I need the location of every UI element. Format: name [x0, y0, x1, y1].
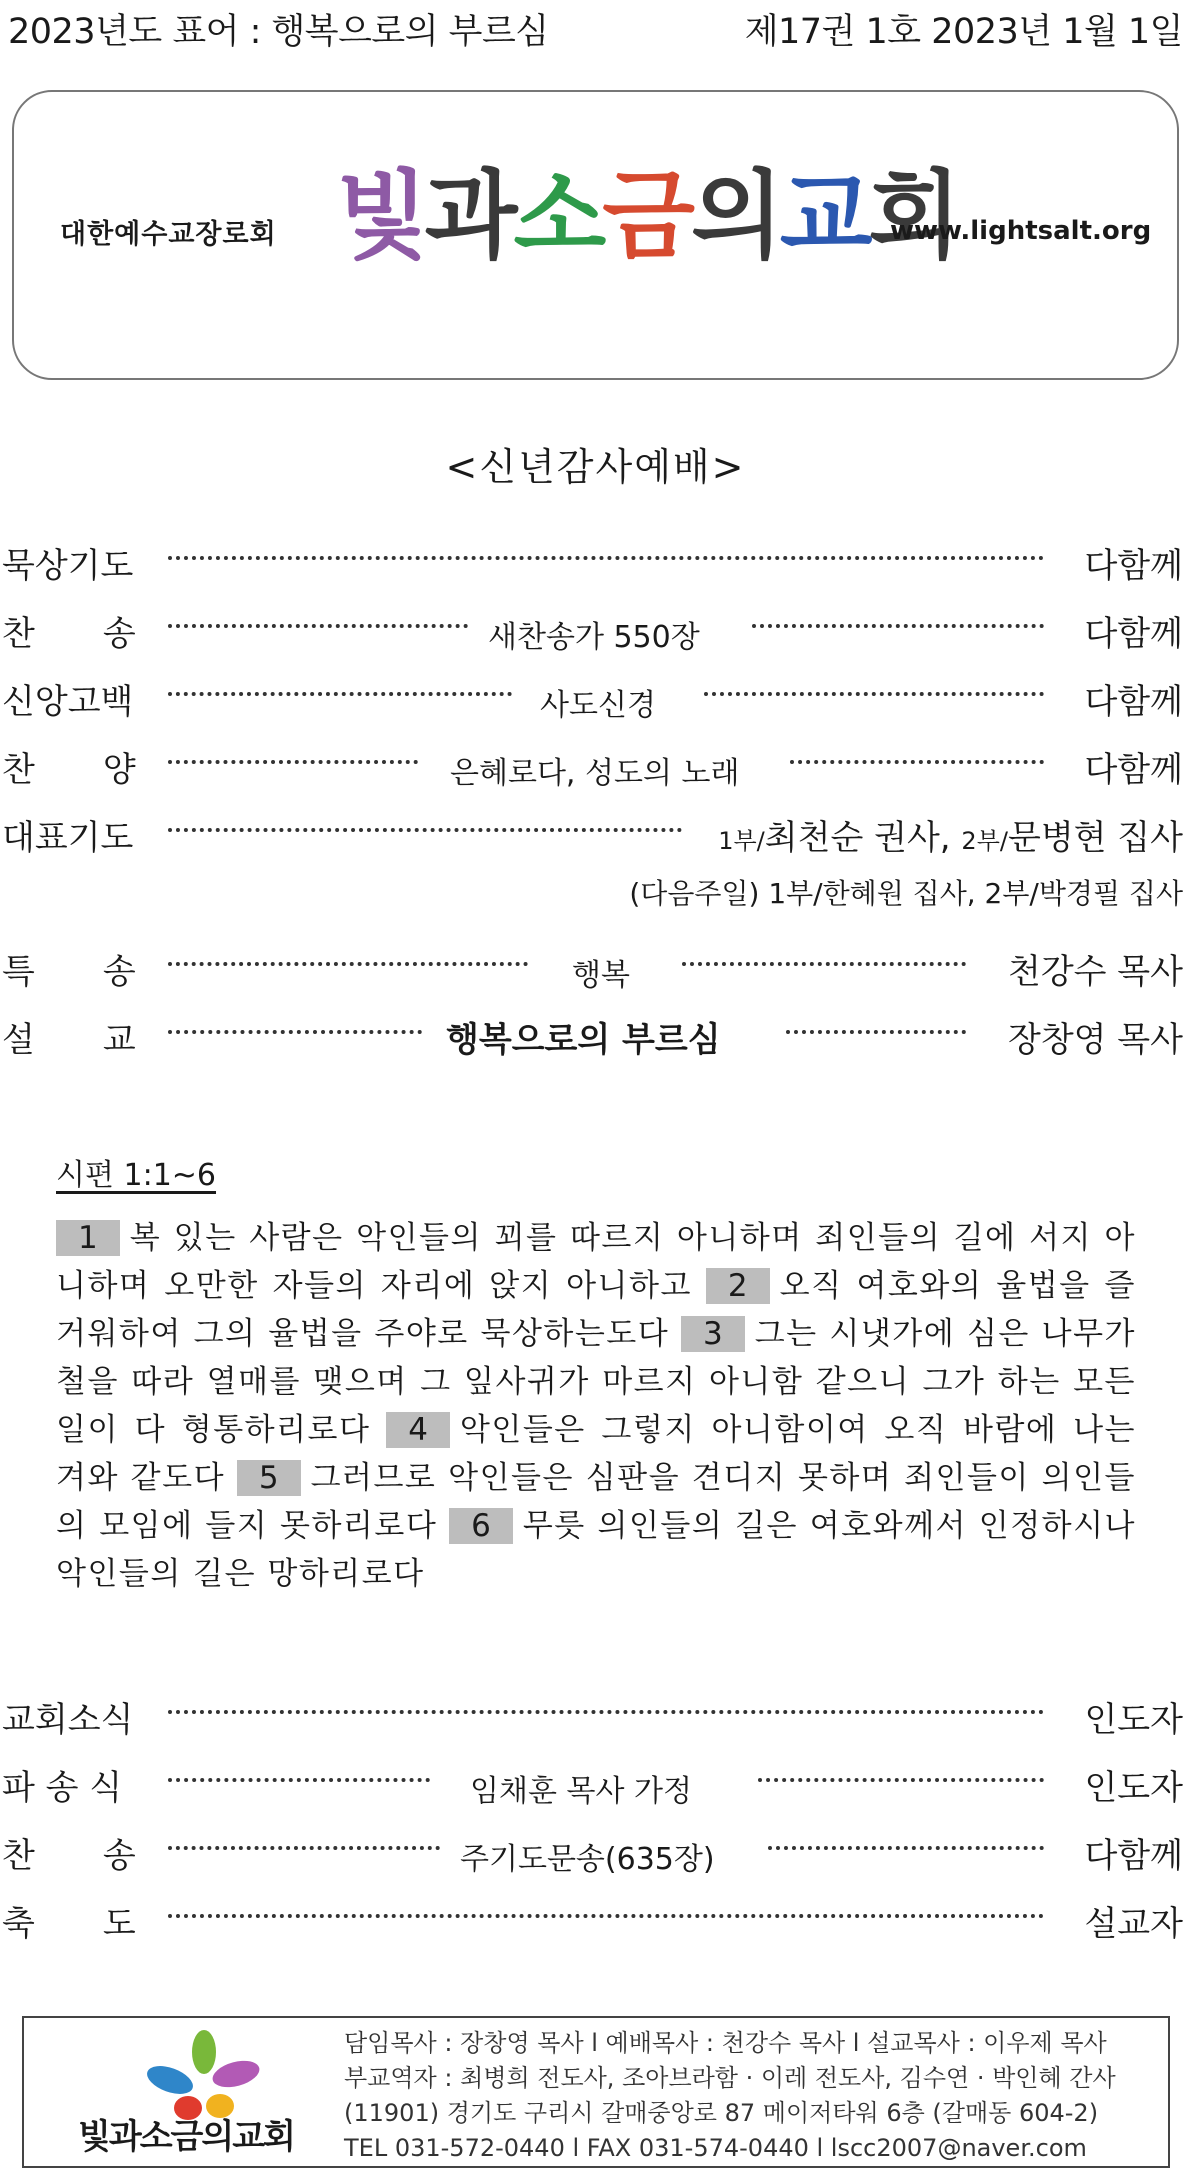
bulletin-header-line — [8, 4, 1183, 54]
order-label: 찬 송 — [2, 614, 136, 654]
footer-logo — [54, 2026, 344, 2166]
order-leader: 인도자 — [1084, 1768, 1183, 1808]
verse-text: 오직 여호와의 율법을 즐거워하여 그의 율법을 주야로 묵상하는도다 — [56, 1268, 1137, 1352]
verse-number: 5 — [237, 1460, 301, 1496]
prayer-leader-2: 문병현 집사 — [1007, 818, 1183, 858]
address-line: (11901) 경기도 구리시 갈매중앙로 87 메이저타워 6층 (갈매동 604-2) — [344, 2099, 1099, 2127]
leader-dots — [168, 1778, 430, 1782]
order-leader: 다함께 — [1084, 682, 1183, 722]
order-label: 신앙고백 — [2, 682, 134, 722]
order-label: 찬 양 — [2, 750, 136, 790]
staff-line: 부교역자 : 최병희 전도사, 조아브라함 · 이레 전도사, 김수연 · 박인혜 간사 — [344, 2064, 1116, 2092]
order-content: 주기도문송(635장) — [460, 1842, 715, 1877]
verse-text: 무릇 의인들의 길은 여호와께서 인정하시나 악인들의 길은 망하리로다 — [56, 1508, 1136, 1592]
order-row — [0, 666, 1191, 734]
order-row — [0, 734, 1191, 802]
verse-number: 6 — [449, 1508, 513, 1544]
leader-dots — [168, 556, 1044, 560]
church-header-box — [12, 90, 1179, 380]
leader-dots — [790, 760, 1044, 764]
order-label: 대표기도 — [2, 818, 134, 858]
order-leader: 다함께 — [1084, 750, 1183, 790]
verse-number: 2 — [706, 1268, 770, 1304]
scripture-reference: 시편 1:1~6 — [56, 1158, 217, 1193]
leader-dots — [786, 1030, 966, 1034]
footer-church-name: 빛과소금의교회 — [78, 2117, 294, 2157]
leader-dots — [168, 1030, 422, 1034]
order-leader — [718, 810, 1183, 859]
church-name-char: 교 — [779, 159, 869, 272]
order-row — [0, 1004, 1191, 1072]
contact-line: TEL 031-572-0440 l FAX 031-574-0440 l lscc2007@naver.com — [344, 2134, 1087, 2162]
part-prefix: 1부/ — [718, 827, 765, 855]
leader-dots — [682, 962, 966, 966]
pastor-line: 담임목사 : 장창영 목사 l 예배목사 : 천강수 목사 l 설교목사 : 이우제 목사 — [344, 2029, 1107, 2057]
verse-text: 그러므로 악인들은 심판을 견디지 못하며 죄인들이 의인들의 모임에 들지 못하리로다 — [56, 1460, 1137, 1544]
church-name-logo — [336, 140, 957, 277]
order-leader: 인도자 — [1084, 1700, 1183, 1740]
order-content: 은혜로다, 성도의 노래 — [450, 756, 740, 791]
order-content: 임채훈 목사 가정 — [470, 1774, 692, 1809]
order-leader: 다함께 — [1084, 1836, 1183, 1876]
order-row — [0, 1752, 1191, 1820]
order-leader: 다함께 — [1084, 614, 1183, 654]
denomination-label: 대한예수교장로회 — [60, 219, 277, 250]
verse-number: 4 — [386, 1412, 450, 1448]
order-leader: 설교자 — [1084, 1904, 1183, 1944]
order-leader: 장창영 목사 — [1007, 1020, 1183, 1060]
church-name-char: 과 — [424, 159, 514, 272]
order-leader: 천강수 목사 — [1007, 952, 1183, 992]
annual-motto: 2023년도 표어 : 행복으로의 부르심 — [8, 12, 549, 52]
footer-contact-info — [344, 2026, 1116, 2166]
service-title: <신년감사예배> — [445, 445, 746, 489]
leader-dots — [768, 1846, 1044, 1850]
church-name-char: 빛 — [336, 159, 425, 272]
verse-text: 악인들은 그렇지 아니함이여 오직 바람에 나는 겨와 같도다 — [56, 1412, 1136, 1496]
scripture-text — [56, 1214, 1136, 1598]
order-label: 교회소식 — [2, 1700, 134, 1740]
order-content: 사도신경 — [540, 688, 656, 723]
verse-text: 그는 시냇가에 심은 나무가 철을 따라 열매를 맺으며 그 잎사귀가 마르지 아니함 같으니 그가 하는 모든 일이 다 형통하리로다 — [56, 1316, 1136, 1448]
order-row — [0, 802, 1191, 870]
order-row — [0, 598, 1191, 666]
order-leader: 다함께 — [1084, 546, 1183, 586]
order-label: 파 송 식 — [2, 1768, 123, 1808]
order-content: 새찬송가 550장 — [488, 620, 700, 655]
prayer-leader-1: 최천순 권사, — [764, 818, 951, 858]
leader-dots — [168, 760, 418, 764]
order-row — [0, 1888, 1191, 1956]
leader-dots — [752, 624, 1044, 628]
leader-dots — [168, 1914, 1044, 1918]
issue-date: 제17권 1호 2023년 1월 1일 — [744, 12, 1183, 52]
church-name-char: 소 — [513, 159, 603, 272]
verse-number: 3 — [681, 1316, 745, 1352]
leader-dots — [168, 1710, 1044, 1714]
verse-text: 복 있는 사람은 악인들의 꾀를 따르지 아니하며 죄인들의 길에 서지 아니하며 오만한 자들의 자리에 앉지 아니하고 — [56, 1220, 1136, 1304]
leader-dots — [704, 692, 1044, 696]
order-row — [0, 1684, 1191, 1752]
order-label: 묵상기도 — [2, 546, 134, 586]
closing-order — [0, 1684, 1191, 1956]
church-name-char: 회 — [868, 159, 958, 272]
next-week-prayer-text: (다음주일) 1부/한혜원 집사, 2부/박경필 집사 — [629, 877, 1183, 910]
order-label: 축 도 — [2, 1904, 136, 1944]
next-week-prayer — [0, 870, 1191, 936]
order-row — [0, 936, 1191, 1004]
order-label: 설 교 — [2, 1020, 136, 1060]
order-of-service — [0, 530, 1191, 1072]
order-row — [0, 1820, 1191, 1888]
website-link[interactable]: www.lightsalt.org — [890, 216, 1152, 246]
leader-dots — [168, 962, 528, 966]
church-name-char: 의 — [691, 159, 780, 272]
leader-dots — [758, 1778, 1044, 1782]
order-content: 행복 — [572, 958, 630, 993]
leader-dots — [168, 828, 682, 832]
leader-dots — [168, 692, 512, 696]
order-label: 찬 송 — [2, 1836, 136, 1876]
part-prefix: 2부/ — [961, 827, 1008, 855]
leader-dots — [168, 1846, 440, 1850]
order-row — [0, 530, 1191, 598]
sermon-title: 행복으로의 부르심 — [446, 1020, 721, 1060]
footer-info-box — [22, 2016, 1170, 2168]
order-label: 특 송 — [2, 952, 136, 992]
leader-dots — [168, 624, 468, 628]
verse-number: 1 — [56, 1220, 120, 1256]
church-name-char: 금 — [602, 159, 691, 272]
